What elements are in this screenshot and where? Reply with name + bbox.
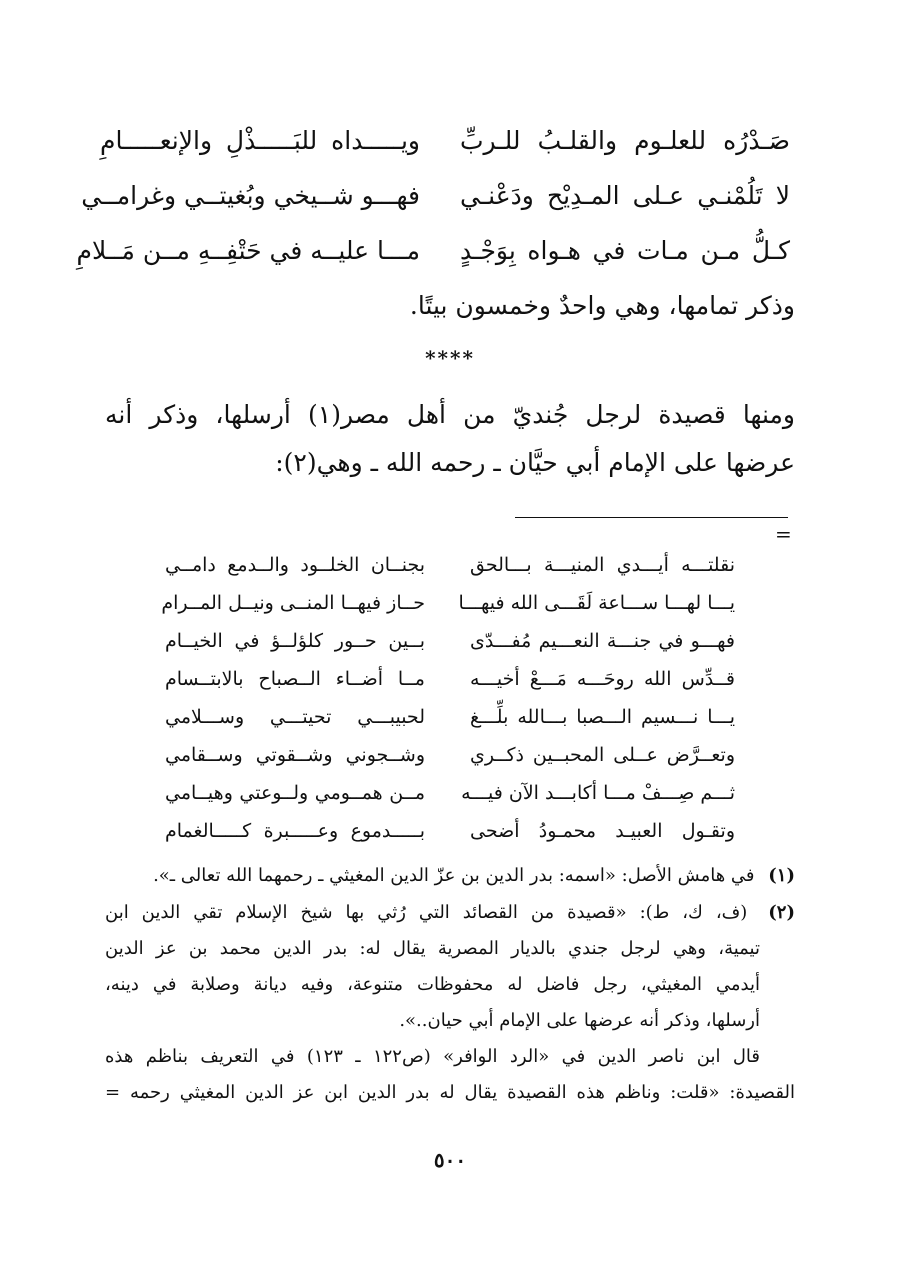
verse-first-hemistich: وتعــرَّض عــلى المحبــين ذكــري [470,744,735,766]
small-verse-row [165,547,735,583]
verse-row [81,172,790,218]
verse-second-hemistich: مــا أضــاء الــصباح بالابتــسام [165,668,425,690]
verse-first-hemistich: يـــا لهـــا ســـاعة لَقَـــى الله فيهـــا [458,592,735,614]
verse-row [76,227,790,273]
small-verse-row [165,623,735,659]
verse-second-hemistich: حــاز فيهــا المنــى ونيــل المــرام [161,592,425,614]
small-verse-row [165,737,735,773]
continuation-mark: = [775,522,792,546]
footnote-line: أيدمي المغيثي، رجل فاضل له محفوظات متنوعة، وفيه ديانة وصلابة في دينه، [105,974,760,995]
footnote-number: (١) [768,865,795,886]
footnote-line: تيمية، وهي لرجل جندي بالديار المصرية يقال له: بدر الدين محمد بن عز الدين [105,938,760,959]
verse-second-hemistich: مــن همــومي ولــوعتي وهيــامي [165,782,425,804]
footnote-2 [105,895,795,931]
footnote-text: في هامش الأصل: «اسمه: بدر الدين بن عزّ الدين المغيثي ـ رحمهما الله تعالى ـ». [153,865,755,886]
verse-second-hemistich: بـــــدموع وعـــــبرة كـــــالغمام [165,820,425,842]
verse-second-hemistich: بــين حــور كلؤلــؤ في الخيــام [165,630,425,652]
small-verse-row [161,585,735,621]
small-verse-row [165,775,735,811]
verse-second-hemistich: فهـــو شــيخي وبُغيتــي وغرامــي [81,180,420,210]
closing-line: وذكر تمامها، وهي واحدٌ وخمسون بيتًا. [409,291,795,320]
verse-second-hemistich: ويـــــداه للبَـــــذْلِ والإنعـــــامِ [100,125,420,155]
verse-first-hemistich: نقلتـــه أيـــدي المنيـــة بـــالحق [470,554,735,576]
footnote-separator-rule [515,517,788,518]
footnote-text: (ف، ك، ط): «قصيدة من القصائد التي رُثي بها شيخ الإسلام تقي الدين ابن [105,902,748,923]
verse-second-hemistich: بجنــان الخلــود والــدمع دامــي [165,554,425,576]
footnote-line: القصيدة: «قلت: وناظم هذه القصيدة يقال له بدر الدين ابن عز الدين المغيثي رحمه = [105,1082,795,1103]
small-verse-row [165,699,735,735]
verse-first-hemistich: لا تَلُمْنـي عـلى المـدِيْح ودَعْنـي [460,180,790,210]
verse-first-hemistich: كـلُّ مـن مـات في هـواه بِوَجْـدٍ [460,235,790,265]
verse-row [100,117,790,163]
verse-first-hemistich: وتقـول العبيـد محمـودُ أضحى [470,820,735,842]
footnote-line: أرسلها، وذكر أنه عرضها على الإمام أبي حيان..». [399,1010,760,1031]
verse-first-hemistich: يـــا نـــسيم الـــصبا بـــالله بلِّـــغ [470,706,735,728]
small-verse-row [165,813,735,849]
small-verse-row [165,661,735,697]
verse-second-hemistich: لحبيبـــي تحيتـــي وســـلامي [165,706,425,728]
intro-line: عرضها على الإمام أبي حيَّان ـ رحمه الله ـ وهي(٢): [275,448,795,477]
verse-first-hemistich: قــدِّس الله روحَـــه مَـــعْ أخيـــه [470,668,735,690]
verse-first-hemistich: صَـدْرُه للعلـوم والقلـبُ للـربِّ [460,125,790,155]
verse-second-hemistich: وشــجوني وشــقوتي وســقامي [165,744,425,766]
section-separator: **** [425,346,475,370]
verse-first-hemistich: ثـــم صِـــفْ مـــا أكابـــد الآن فيـــه [461,782,735,804]
verse-second-hemistich: مـــا عليــه في حَتْفِــهِ مــن مَــلامِ [76,235,420,265]
footnote-1 [105,858,795,894]
page-number: ٥٠٠ [433,1148,467,1172]
footnote-line: قال ابن ناصر الدين في «الرد الوافر» (ص١٢٢ ـ ١٢٣) في التعريف بناظم هذه [105,1046,760,1067]
intro-line: ومنها قصيدة لرجل جُنديّ من أهل مصر(١) أرسلها، وذكر أنه [105,400,795,429]
footnote-number: (٢) [768,902,795,923]
verse-first-hemistich: فهـــو في جنـــة النعـــيم مُفـــدّى [470,630,735,652]
